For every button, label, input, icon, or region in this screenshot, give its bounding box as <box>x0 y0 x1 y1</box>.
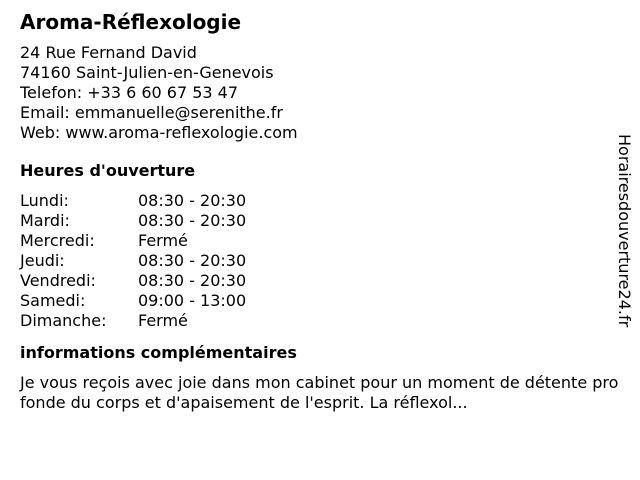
day-label: Jeudi: <box>20 251 65 270</box>
day-hours: 08:30 - 20:30 <box>138 211 247 230</box>
hours-row-tuesday <box>20 211 610 231</box>
day-hours: 08:30 - 20:30 <box>138 191 247 210</box>
hours-row-sunday <box>20 311 610 331</box>
day-label: Lundi: <box>20 191 69 210</box>
hours-row-wednesday <box>20 231 610 251</box>
day-label: Dimanche: <box>20 311 107 330</box>
hours-row-monday <box>20 191 610 211</box>
hours-row-thursday <box>20 251 610 271</box>
day-hours: Fermé <box>138 311 188 330</box>
city-address: 74160 Saint-Julien-en-Genevois <box>20 63 274 82</box>
email-line: Email: emmanuelle@serenithe.fr <box>20 103 283 122</box>
hours-row-saturday <box>20 291 610 311</box>
day-hours: 09:00 - 13:00 <box>138 291 247 310</box>
day-hours: 08:30 - 20:30 <box>138 251 247 270</box>
hours-table <box>20 191 610 331</box>
phone-line: Telefon: +33 6 60 67 53 47 <box>20 83 239 102</box>
web-line: Web: www.aroma-reflexologie.com <box>20 123 298 142</box>
business-card <box>20 9 619 413</box>
site-watermark: Horairesdouverture24.fr <box>615 134 634 328</box>
day-label: Mercredi: <box>20 231 95 250</box>
day-label: Mardi: <box>20 211 70 230</box>
day-label: Samedi: <box>20 291 86 310</box>
info-description: Je vous reçois avec joie dans mon cabinet pour un moment de détente profonde du corps et d'apaisement de l'esprit. La réflexol... <box>20 373 619 412</box>
hours-row-friday <box>20 271 610 291</box>
street-address: 24 Rue Fernand David <box>20 43 197 62</box>
contact-block <box>20 43 610 143</box>
business-name: Aroma-Réflexologie <box>20 10 242 34</box>
day-hours: 08:30 - 20:30 <box>138 271 247 290</box>
day-hours: Fermé <box>138 231 188 250</box>
info-heading: informations complémentaires <box>20 343 297 362</box>
day-label: Vendredi: <box>20 271 96 290</box>
hours-heading: Heures d'ouverture <box>20 161 196 180</box>
